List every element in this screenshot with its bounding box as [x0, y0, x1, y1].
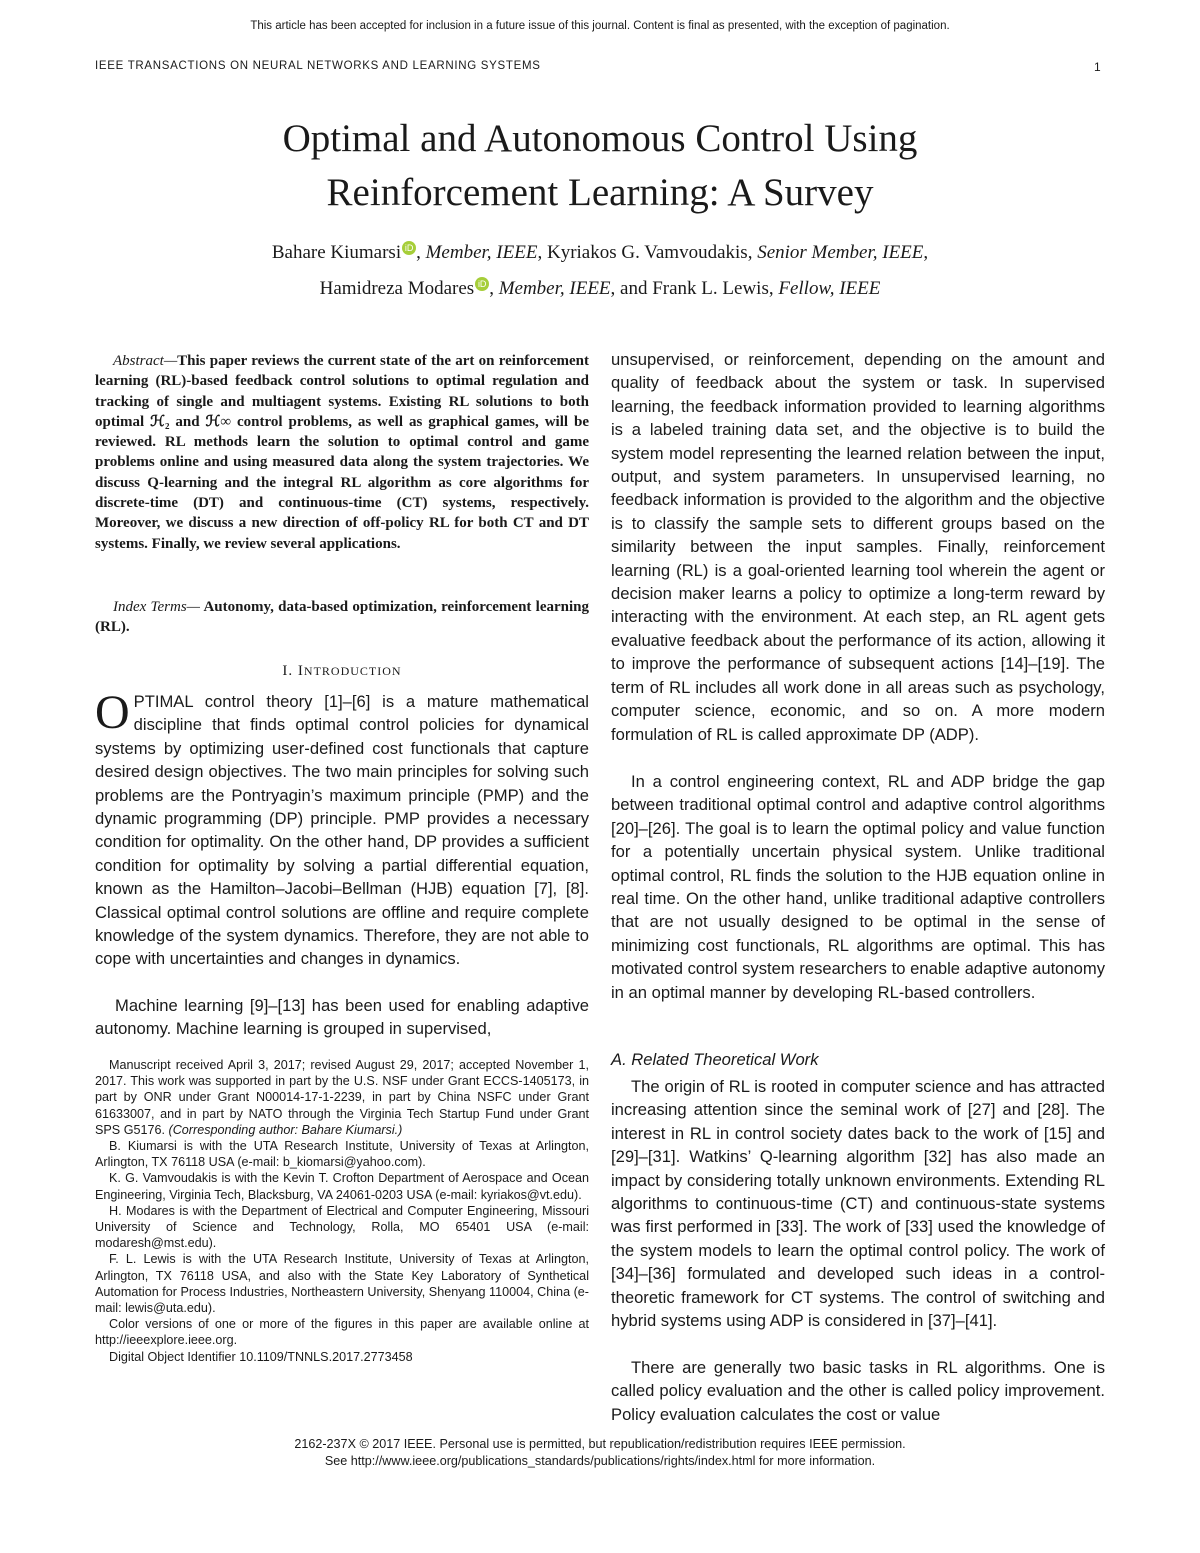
author-lewis: and Frank L. Lewis: [620, 278, 769, 299]
author-modares: Hamidreza Modares: [319, 278, 475, 299]
footnote-manuscript: [95, 1057, 589, 1138]
abstract-text: This paper reviews the current state of the art on reinforcement learning (RL)-based feedback control solutions to optimal regulation and tracking of single and multiagent systems. Existing RL solutions to both optimal ℋ₂ and ℋ∞ control problems, as well as graphical games, will be reviewed. RL methods learn the solution to optimal control and game problems online and using measured data along the system trajectories. We discuss Q-learning and the integral RL algorithm as core algorithms for discrete-time (DT) and continuous-time (CT) systems, respectively. Moreover, we discuss a new direction of off-policy RL for both CT and DT systems. Finally, we review several applications.: [95, 353, 589, 552]
author-vamvoudakis: Kyriakos G. Vamvoudakis: [546, 242, 748, 263]
copyright-line-1: 2162-237X © 2017 IEEE. Personal use is permitted, but republication/redistribution requires IEEE permission.: [294, 1437, 906, 1451]
title-line-2: Reinforcement Learning: A Survey: [326, 171, 874, 214]
copyright-notice: [0, 1436, 1200, 1470]
section-heading-introduction: [95, 663, 589, 680]
section-title-rest: NTRODUCTION: [303, 664, 402, 678]
journal-running-header: IEEE TRANSACTIONS ON NEURAL NETWORKS AND LEARNING SYSTEMS: [95, 60, 541, 72]
paper-title: [0, 112, 1200, 220]
abstract-label: Abstract—: [113, 353, 178, 369]
intro-paragraph-1: [95, 686, 589, 971]
subsection-heading-related-work: A. Related Theoretical Work: [611, 1050, 819, 1069]
right-paragraph-4: There are generally two basic tasks in RL algorithms. One is called policy evaluation and the other is called policy improvement. Policy evaluation calculates the cost or value: [611, 1358, 1105, 1424]
index-terms-text: Autonomy, data-based optimization, reinforcement learning (RL).: [95, 599, 589, 636]
intro-paragraph-2: Machine learning [9]–[13] has been used for enabling adaptive autonomy. Machine learning is grouped in supervised,: [95, 996, 589, 1039]
author-lewis-role: Fellow, IEEE: [778, 278, 881, 299]
footnote-doi: Digital Object Identifier 10.1109/TNNLS.2017.2773458: [109, 1349, 413, 1364]
right-paragraph-2: In a control engineering context, RL and ADP bridge the gap between traditional optimal control and adaptive control algorithms [20]–[26]. The goal is to learn the optimal policy and value function for a potentially uncertain physical system. Unlike traditional optimal control, RL finds the solution to the HJB equation online in real time. On the other hand, unlike traditional adaptive controllers that are not usually designed to be optimal in the sense of minimizing cost functionals, RL algorithms are optimal. This has motivated control system researchers to enable adaptive autonomy in an optimal manner by developing RL-based controllers.: [611, 772, 1105, 1002]
orcid-icon[interactable]: iD: [475, 277, 489, 291]
footnote-manuscript-text: Manuscript received April 3, 2017; revised August 29, 2017; accepted November 1, 2017. This work was supported in part by the U.S. NSF under Grant ECCS-1405173, in part by ONR under Grant N00014-17-1-2239, in part by China NSFC under Grant 61633007, and in part by NATO through the Virginia Tech Startup Fund under Grant SPS G5176.: [95, 1058, 589, 1137]
drop-cap: O: [95, 686, 130, 739]
footnote-color-versions[interactable]: Color versions of one or more of the figures in this paper are available online at http://ieeexplore.ieee.org.: [95, 1317, 589, 1348]
index-terms-label: Index Terms—: [113, 599, 201, 615]
orcid-icon[interactable]: iD: [402, 241, 416, 255]
footnote-kiumarsi: B. Kiumarsi is with the UTA Research Institute, University of Texas at Arlington, Arlington, TX 76118 USA (e-mail: b_kiomarsi@yahoo.com).: [95, 1139, 589, 1170]
right-paragraph-3: The origin of RL is rooted in computer science and has attracted increasing attention since the seminal work of [27] and [28]. The interest in RL in control society dates back to the work of [15] and [29]–[31]. Watkins’ Q-learning algorithm [32] has also made an impact by considering totally unknown environments. Extending RL algorithms to continuous-time (CT) and continuous-state systems was first performed in [33]. The work of [33] used the knowledge of the system models to learn the optimal control policy. The work of [34]–[36] formulated and developed such ideas in a control-theoretic framework for CT systems. The control of switching and hybrid systems using ADP is considered in [37]–[41].: [611, 1077, 1105, 1331]
title-line-1: Optimal and Autonomous Control Using: [282, 117, 918, 160]
footnote-lewis: F. L. Lewis is with the UTA Research Institute, University of Texas at Arlington, Arlington, TX 76118 USA, and also with the State Key Laboratory of Synthetical Automation for Process Industries, Northeastern University, Shenyang 110004, China (e-mail: lewis@uta.edu).: [95, 1252, 589, 1316]
footnote-corresponding-author: (Corresponding author: Bahare Kiumarsi.): [168, 1122, 403, 1137]
footnote-modares: H. Modares is with the Department of Electrical and Computer Engineering, Missouri University of Science and Technology, Rolla, MO 65401 USA (e-mail: modaresh@mst.edu).: [95, 1203, 589, 1251]
author-vamvoudakis-role: Senior Member, IEEE: [757, 242, 924, 263]
section-number: I.: [282, 663, 294, 679]
section-title-initial: I: [297, 663, 304, 679]
copyright-line-2[interactable]: See http://www.ieee.org/publications_standards/publications/rights/index.html for more information.: [324, 1454, 876, 1468]
author-kiumarsi: Bahare Kiumarsi: [271, 242, 402, 263]
footnote-vamvoudakis: K. G. Vamvoudakis is with the Kevin T. Crofton Department of Aerospace and Ocean Engineering, Virginia Tech, Blacksburg, VA 24061-0203 USA (e-mail: kyriakos@vt.edu).: [95, 1171, 589, 1202]
author-line-2: Hamidreza Modares iD , Member, IEEE, and Frank L. Lewis, Fellow, IEEE: [319, 278, 881, 299]
footnotes: [95, 1057, 589, 1365]
author-line-1: Bahare Kiumarsi iD , Member, IEEE, Kyriakos G. Vamvoudakis, Senior Member, IEEE,: [271, 242, 929, 263]
index-terms: [95, 597, 589, 638]
intro-paragraph-1-text: PTIMAL control theory [1]–[6] is a mature mathematical discipline that finds optimal control policies for dynamical systems by optimizing user-defined cost functionals that capture desired design objectives. The two main principles for solving such problems are the Pontryagin’s maximum principle (PMP) and the dynamic programming (DP) principle. PMP provides a necessary condition for optimality. On the other hand, DP provides a sufficient condition for optimality by solving a partial differential equation, known as the Hamilton–Jacobi–Bellman (HJB) equation [7], [8]. Classical optimal control solutions are offline and require complete knowledge of the system dynamics. Therefore, they are not able to cope with uncertainties and changes in dynamics.: [95, 692, 589, 969]
acceptance-notice: This article has been accepted for inclusion in a future issue of this journal. Content is final as presented, with the exception of pagination.: [250, 20, 950, 32]
right-paragraph-1: unsupervised, or reinforcement, depending on the amount and quality of feedback about the system or task. In supervised learning, the feedback information provided to learning algorithms is a labeled training data set, and the objective is to build the system model representing the learned relation between the input, output, and system parameters. In unsupervised learning, no feedback information is provided to the algorithm and the objective is to classify the sample sets to different groups based on the similarity between the input samples. Finally, reinforcement learning (RL) is a goal-oriented learning tool wherein the agent or decision maker learns a policy to optimize a long-term reward by interacting with the environment. At each step, an RL agent gets evaluative feedback about the performance of its action, allowing it to improve the performance of subsequent actions [14]–[19]. The term of RL includes all work done in all areas such as psychology, computer science, economic, and so on. A more modern formulation of RL is called approximate DP (ADP).: [611, 350, 1105, 744]
author-modares-role: Member, IEEE: [498, 278, 611, 299]
page-number: 1: [1094, 60, 1101, 74]
abstract: [95, 351, 589, 554]
author-kiumarsi-role: Member, IEEE: [425, 242, 538, 263]
